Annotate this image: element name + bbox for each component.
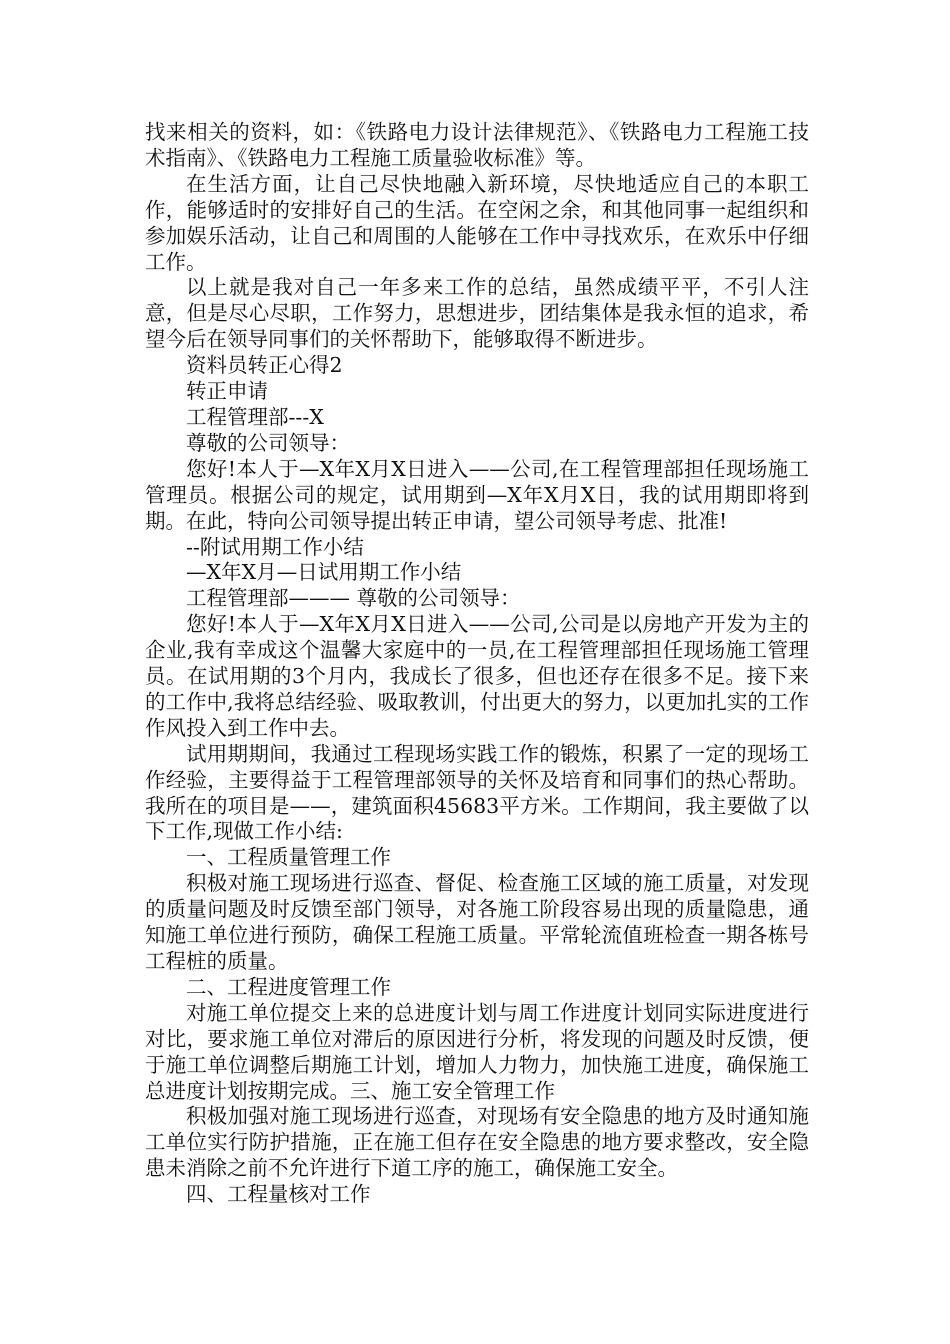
paragraph-2: 在生活方面，让自己尽快地融入新环境，尽快地适应自己的本职工作，能够适时的安排好自己的生活。在空闲之余，和其他同事一起组织和参加娱乐活动，让自己和周围的人能够在工作中寻找欢乐，在欢乐中仔细工作。 <box>145 171 809 274</box>
paragraph-summary-intro: 您好!本人于—X年X月X日进入——公司,公司是以房地产开发为主的企业,我有幸成这个温馨大家庭中的一员,在工程管理部担任现场施工管理员。在试用期的3个月内，我成长了很多，但也还存在很多不足。接下来的工作中,我将总结经验、吸取教训，付出更大的努力，以更加扎实的工作作风投入到工作中去。 <box>145 612 809 740</box>
department-line: 工程管理部---X <box>186 404 324 429</box>
heading-quality-management: 一、工程质量管理工作 <box>186 845 391 870</box>
paragraph-application-body: 您好!本人于—X年X月X日进入——公司,在工程管理部担任现场施工管理员。根据公司的规定，试用期到—X年X月X日，我的试用期即将到期。在此，特向公司领导提出转正申请，望公司领导考虑、批准! <box>145 456 809 533</box>
attachment-line: --附试用期工作小结 <box>186 534 364 559</box>
application-title: 转正申请 <box>186 379 268 404</box>
paragraph-safety-management: 积极加强对施工现场进行巡查，对现场有安全隐患的地方及时通知施工单位实行防护措施，正在施工但存在安全隐患的地方要求整改，安全隐患未消除之前不允许进行下道工序的施工，确保施工安全。 <box>145 1104 809 1181</box>
salutation: 尊敬的公司领导： <box>186 430 350 455</box>
paragraph-1: 找来相关的资料，如：《铁路电力设计法律规范》、《铁路电力工程施工技术指南》、《铁路电力工程施工质量验收标准》等。 <box>145 120 809 170</box>
summary-title: —X年X月—日试用期工作小结 <box>186 560 462 585</box>
paragraph-quality-management: 积极对施工现场进行巡查、督促、检查施工区域的施工质量，对发现的质量问题及时反馈至部门领导，对各施工阶段容易出现的质量隐患，通知施工单位进行预防，确保工程施工质量。平常轮流值班检查一期各栋号工程桩的质量。 <box>145 871 809 973</box>
paragraph-progress-management: 对施工单位提交上来的总进度计划与周工作进度计划同实际进度进行对比，要求施工单位对滞后的原因进行分析，将发现的问题及时反馈，便于施工单位调整后期施工计划，增加人力物力，加快施工进度，确保施工总进度计划按期完成。三、施工安全管理工作 <box>145 1000 809 1103</box>
document-page <box>145 120 809 1208</box>
paragraph-3: 以上就是我对自己一年多来工作的总结，虽然成绩平平，不引人注意，但是尽心尽职，工作努力，思想进步，团结集体是我永恒的追求，希望今后在领导同事们的关怀帮助下，能够取得不断进步。 <box>145 275 809 352</box>
paragraph-probation-experience: 试用期期间，我通过工程现场实践工作的锻炼，积累了一定的现场工作经验，主要得益于工程管理部领导的关怀及培育和同事们的热心帮助。我所在的项目是——，建筑面积45683平方米。工作期间，我主要做了以下工作,现做工作小结: <box>145 741 809 844</box>
heading-progress-management: 二、工程进度管理工作 <box>186 974 391 999</box>
heading-quantity-check: 四、工程量核对工作 <box>186 1182 371 1207</box>
section-title: 资料员转正心得2 <box>186 353 343 378</box>
department-salutation-line: 工程管理部——— 尊敬的公司领导： <box>186 586 521 611</box>
